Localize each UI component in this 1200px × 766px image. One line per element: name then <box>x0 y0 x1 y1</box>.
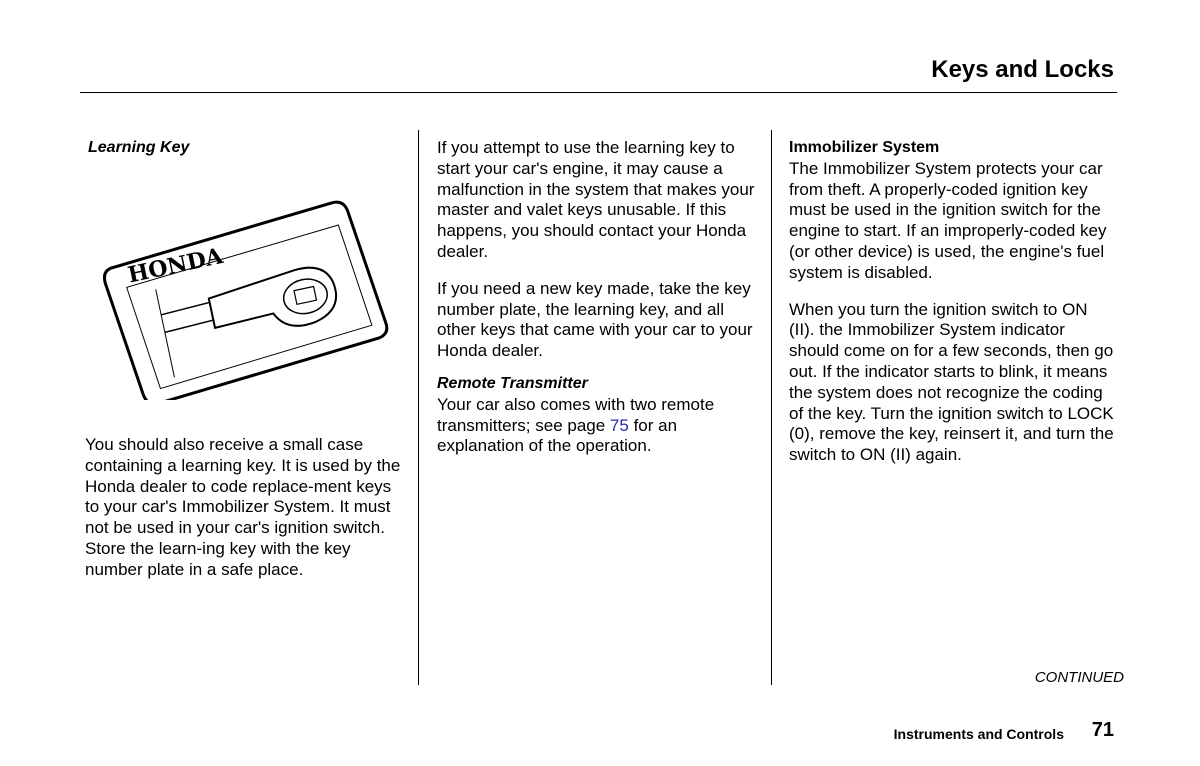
learning-key-illustration <box>100 200 400 400</box>
paragraph: The Immobilizer System protects your car from theft. A properly-coded ignition key must be used in the ignition switch for the engine to start. If an improperly-coded key (or other device) is used, the engine's fuel system is disabled. <box>789 158 1107 282</box>
section-footer: Instruments and Controls <box>893 726 1064 742</box>
column-divider <box>771 130 772 685</box>
continued-label: CONTINUED <box>1034 669 1124 686</box>
column-divider <box>418 130 419 685</box>
page-number: 71 <box>1091 719 1114 741</box>
paragraph: Your car also comes with two remote transmitters; see page 75 for an explanation of the operation. <box>437 394 715 456</box>
section-heading-remote-transmitter: Remote Transmitter <box>437 374 588 392</box>
header-rule <box>80 92 1117 93</box>
paragraph: If you attempt to use the learning key to start your car's engine, it may cause a malfunction in the system that makes your master and valet keys unusable. If this happens, you should contact your Honda dealer. <box>437 138 755 261</box>
column-2 <box>437 138 763 457</box>
paragraph: When you turn the ignition switch to ON (II). the Immobilizer System indicator should come on for a few seconds, then go out. If the indicator starts to blink, it means the system does not recognize the coding of the key. Turn the ignition switch to LOCK (0), remove the key, reinsert it, and turn the switch to ON (II) again. <box>789 299 1114 465</box>
section-heading-learning-key: Learning Key <box>88 139 190 156</box>
column-1 <box>88 138 408 159</box>
honda-logo: HONDA <box>125 243 226 289</box>
learning-key-paragraph: You should also receive a small case containing a learning key. It is used by the Honda dealer to code replace-ment keys to your car's Immobilizer System. It must not be used in your car's ignition switch. Store the learn-ing key with the key number plate in a safe place. <box>85 435 401 579</box>
column-1-body <box>85 435 405 581</box>
column-3 <box>789 138 1117 466</box>
paragraph: If you need a new key made, take the key number plate, the learning key, and all other keys that came with your car to your Honda dealer. <box>437 278 753 361</box>
page-title: Keys and Locks <box>931 56 1114 83</box>
section-heading-immobilizer: Immobilizer System <box>789 139 940 156</box>
page-link[interactable]: 75 <box>609 415 629 435</box>
